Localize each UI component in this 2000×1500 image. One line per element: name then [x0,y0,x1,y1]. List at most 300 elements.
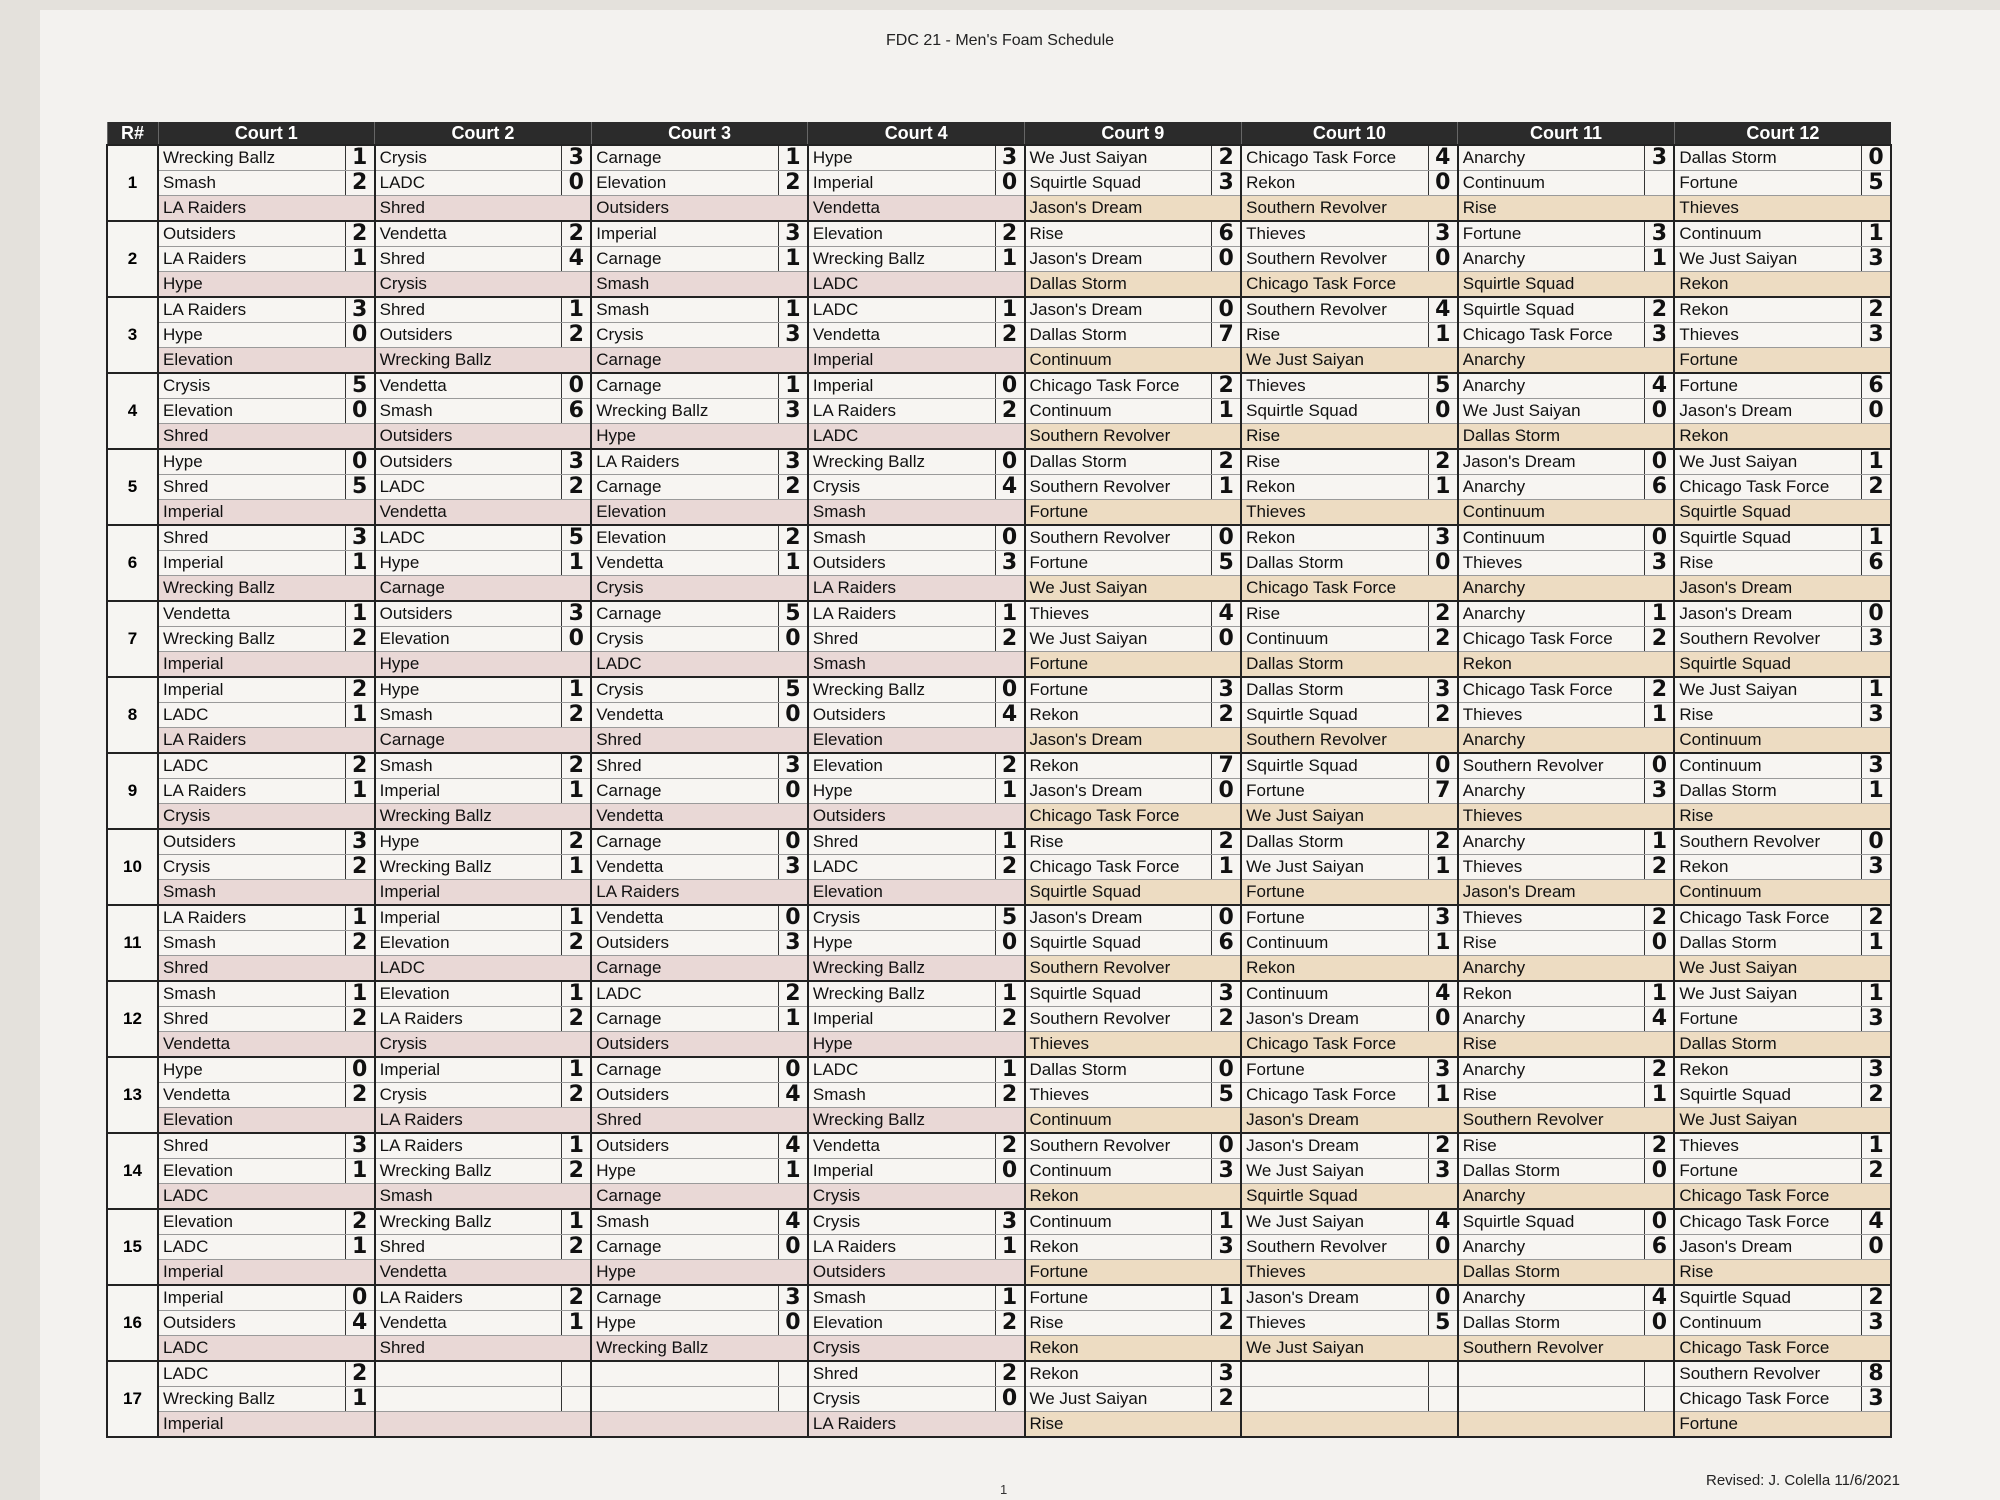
team-b-name: Thieves [1029,1085,1090,1104]
team-b-name: Outsiders [812,705,886,724]
referee-line [1675,348,1890,372]
team-a-name: Outsiders [163,832,236,851]
team-a-line [1675,1362,1890,1387]
team-a-line [159,222,374,247]
team-a-score: 5 [778,602,807,626]
round-number: 1 [107,145,158,221]
team-b-score: 3 [1211,1235,1240,1259]
team-a-line [1242,146,1457,171]
team-b-name: Imperial [812,173,874,192]
match-cell [1458,449,1675,525]
team-a-line [809,374,1024,399]
team-b-name: Southern Revolver [1246,1237,1387,1256]
referee-team: Thieves [1462,806,1523,825]
match [809,1362,1024,1436]
round-row [107,601,1891,677]
team-b-score: 0 [778,1311,807,1335]
team-a-score: 3 [1211,1362,1240,1386]
team-a-name: Squirtle Squad [1679,528,1791,547]
match [809,222,1024,296]
team-b-score: 2 [345,627,374,651]
match [1026,146,1241,220]
match [1026,374,1241,448]
team-b-score: 2 [995,1007,1024,1031]
referee-team: LA Raiders [163,198,247,217]
team-b-score: 0 [995,931,1024,955]
referee-team: Anarchy [1462,730,1526,749]
team-a-name: Jason's Dream [1029,300,1143,319]
referee-line [1026,348,1241,372]
match-cell [1458,1361,1675,1437]
match [1026,1362,1241,1436]
match-cell [591,1285,808,1361]
referee-team: Jason's Dream [1029,198,1143,217]
round-row [107,373,1891,449]
referee-line [159,1336,374,1360]
team-a-score: 4 [1644,1286,1673,1310]
team-a-score: 3 [561,602,590,626]
match-cell [1241,145,1458,221]
team-b-line [592,399,807,424]
team-b-score: 2 [561,703,590,727]
team-a-score: 1 [561,1134,590,1158]
team-b-score: 1 [778,1007,807,1031]
match-cell [591,1133,808,1209]
team-b-name: Squirtle Squad [1246,401,1358,420]
team-b-line [1675,399,1890,424]
round-row [107,905,1891,981]
team-a-name: Crysis [812,908,861,927]
referee-team: We Just Saiyan [1029,578,1148,597]
match [592,678,807,752]
referee-line [1242,880,1457,904]
round-number: 7 [107,601,158,677]
team-b-line [1675,1007,1890,1032]
referee-team: Shred [379,198,425,217]
team-a-name: Shred [163,1136,209,1155]
referee-line [1026,424,1241,448]
team-a-name: Smash [596,300,650,319]
team-b-score: 1 [1428,931,1457,955]
team-b-score: 1 [778,247,807,271]
referee-line [159,500,374,524]
match-cell [1674,221,1891,297]
team-b-score: 2 [345,1083,374,1107]
match-cell [1674,1133,1891,1209]
match [159,982,374,1056]
team-a-score: 0 [1428,754,1457,778]
team-a-name: Southern Revolver [1029,1136,1171,1155]
referee-team: Elevation [163,350,233,369]
team-a-name: Smash [596,1212,650,1231]
team-b-line [809,399,1024,424]
team-a-score: 2 [345,754,374,778]
team-a-name: Vendetta [812,1136,880,1155]
team-b-line [159,399,374,424]
match [376,1134,591,1208]
referee-line [1026,880,1241,904]
referee-team: Wrecking Ballz [379,806,492,825]
referee-line [592,196,807,220]
match-cell [1674,1361,1891,1437]
team-a-name: Imperial [379,908,441,927]
team-b-line [1026,551,1241,576]
team-b-score [1644,1387,1673,1411]
team-b-line [1242,779,1457,804]
team-b-line [592,1387,807,1412]
referee-team: Imperial [812,350,874,369]
team-b-score: 1 [561,551,590,575]
team-b-score: 2 [345,931,374,955]
referee-line [809,804,1024,828]
team-a-score: 2 [561,1286,590,1310]
team-b-name: Wrecking Ballz [596,401,709,420]
match [159,222,374,296]
team-a-line [159,298,374,323]
referee-line [376,1184,591,1208]
referee-team: Imperial [163,654,224,673]
team-a-score: 2 [1211,450,1240,474]
team-b-line [592,1311,807,1336]
match-cell [1025,221,1242,297]
match [159,450,374,524]
team-b-name: Outsiders [596,1085,669,1104]
referee-line [1675,576,1890,600]
team-a-score: 3 [995,146,1024,170]
match [159,602,374,676]
team-b-line [376,931,591,956]
match [592,906,807,980]
team-b-score: 0 [995,1387,1024,1411]
team-a-name: Fortune [1246,1060,1305,1079]
team-a-line [592,678,807,703]
referee-line [376,728,591,752]
match [1459,602,1674,676]
team-a-line [159,830,374,855]
team-a-line [1026,298,1241,323]
team-a-line [1459,450,1674,475]
team-a-score: 4 [1211,602,1240,626]
team-a-score: 1 [1861,450,1890,474]
team-b-score: 2 [1211,1311,1240,1335]
referee-team: We Just Saiyan [1246,1338,1364,1357]
team-a-line [1242,906,1457,931]
match [809,1210,1024,1284]
referee-line [1675,728,1890,752]
referee-line [376,272,591,296]
referee-line [809,652,1024,676]
team-a-score: 5 [995,906,1024,930]
team-a-score: 2 [1644,298,1673,322]
team-b-score: 2 [778,171,807,195]
match-cell [1674,829,1891,905]
team-a-name: Outsiders [379,604,453,623]
team-b-score: 1 [345,247,374,271]
match-cell [375,1285,592,1361]
referee-line [159,1260,374,1284]
round-row [107,449,1891,525]
team-b-line [1675,1159,1890,1184]
referee-line [1675,1336,1890,1360]
match-cell [1458,297,1675,373]
team-a-score: 4 [1428,146,1457,170]
team-a-line [592,1058,807,1083]
team-a-name: Smash [379,756,433,775]
match [1026,1210,1241,1284]
team-a-line [1242,754,1457,779]
match-cell [1241,373,1458,449]
round-row [107,297,1891,373]
match [1675,1362,1890,1436]
team-b-score: 2 [1428,703,1457,727]
team-b-score: 2 [995,855,1024,879]
team-a-name: Imperial [379,1060,441,1079]
referee-line [1459,1184,1674,1208]
team-a-line [1459,526,1674,551]
match-cell [158,601,375,677]
match-cell [1241,1133,1458,1209]
referee-team: Vendetta [163,1034,231,1053]
referee-line [592,1108,807,1132]
referee-team: Squirtle Squad [1679,654,1791,673]
referee-line [376,956,591,980]
referee-line [809,272,1024,296]
team-a-name: Fortune [1679,376,1738,395]
team-a-line [159,982,374,1007]
team-b-score: 0 [1428,1007,1457,1031]
team-a-line [1675,298,1890,323]
team-b-line [1026,247,1241,272]
team-b-score: 1 [1211,855,1240,879]
team-b-score: 7 [1428,779,1457,803]
referee-team: Dallas Storm [1462,426,1561,445]
team-b-line [159,627,374,652]
team-b-line [592,703,807,728]
team-a-line [1026,1362,1241,1387]
team-b-line [376,475,591,500]
referee-line [376,880,591,904]
team-b-line [1459,855,1674,880]
match [1459,146,1674,220]
match-cell [158,1361,375,1437]
team-b-line [809,171,1024,196]
team-b-name: Jason's Dream [1029,781,1143,800]
referee-line [1459,652,1674,676]
team-a-line [1242,1362,1457,1387]
team-a-score: 2 [995,222,1024,246]
team-a-line [1459,906,1674,931]
team-b-score: 1 [561,855,590,879]
team-a-line [592,526,807,551]
referee-line [592,728,807,752]
referee-line [376,576,591,600]
round-row [107,753,1891,829]
team-a-name: Thieves [1462,908,1523,927]
match [809,450,1024,524]
team-a-score: 2 [561,222,590,246]
team-b-score: 0 [1428,171,1457,195]
team-b-score: 3 [1861,1311,1890,1335]
match-cell [591,373,808,449]
team-a-line [1026,754,1241,779]
team-a-score [1644,1362,1673,1386]
team-a-line [1459,1058,1674,1083]
match [809,1286,1024,1360]
team-b-name: Imperial [812,1161,874,1180]
team-a-score: 4 [1428,298,1457,322]
referee-line [592,1336,807,1360]
team-a-score: 0 [778,830,807,854]
team-b-name: Anarchy [1462,781,1526,800]
team-a-line [1026,1058,1241,1083]
team-b-score: 3 [778,931,807,955]
team-b-name: Outsiders [812,553,886,572]
referee-team: Hype [596,1262,636,1281]
team-a-score: 3 [345,830,374,854]
team-a-name: Dallas Storm [1246,832,1344,851]
referee-team: Rise [1462,198,1497,217]
team-b-name: Shred [163,1009,209,1028]
team-b-score: 0 [995,171,1024,195]
referee-team: Thieves [1679,198,1739,217]
match-cell [375,829,592,905]
match [159,1362,374,1436]
team-b-name: Rise [1679,705,1714,724]
team-b-score: 2 [1428,627,1457,651]
team-a-name: Dallas Storm [1679,148,1777,167]
round-number: 10 [107,829,158,905]
referee-team: Outsiders [379,426,453,445]
match-cell [375,1361,592,1437]
referee-team: Carnage [379,730,445,749]
match [1459,222,1674,296]
match-cell [158,905,375,981]
team-b-line [159,703,374,728]
team-a-score: 1 [1644,982,1673,1006]
team-b-name: LA Raiders [163,249,247,268]
team-b-line [159,475,374,500]
team-b-name: Chicago Task Force [1462,325,1613,344]
team-a-score: 2 [778,526,807,550]
team-a-name: Shred [596,756,642,775]
round-row [107,1285,1891,1361]
referee-line [592,880,807,904]
team-a-name: Shred [163,528,209,547]
round-row [107,677,1891,753]
team-a-name: Carnage [596,1288,662,1307]
team-a-name: Shred [812,1364,859,1383]
team-a-line [376,298,591,323]
team-b-score: 3 [1644,551,1673,575]
match [1459,1286,1674,1360]
referee-line [1459,1032,1674,1056]
team-b-score: 6 [1861,551,1890,575]
team-b-line [1026,703,1241,728]
referee-line [159,1184,374,1208]
team-a-name: Carnage [596,832,662,851]
team-a-line [809,754,1024,779]
team-b-name: LA Raiders [812,401,897,420]
team-b-name: Thieves [1246,1313,1306,1332]
referee-line [159,348,374,372]
team-b-score: 2 [778,475,807,499]
team-a-name: Jason's Dream [1462,452,1576,471]
team-b-score: 1 [1861,931,1890,955]
match-cell [591,449,808,525]
team-a-score: 1 [345,906,374,930]
team-b-name: Rekon [1029,1237,1079,1256]
team-b-name: Carnage [596,781,662,800]
team-b-line [159,1387,374,1412]
team-a-name: Anarchy [1462,148,1526,167]
team-a-score: 2 [1861,1286,1890,1310]
match-cell [808,1361,1025,1437]
match-cell [591,1361,808,1437]
team-b-name: Carnage [596,1009,662,1028]
referee-team: Continuum [1029,350,1112,369]
referee-team: Chicago Task Force [1246,578,1397,597]
team-b-name: Hype [596,1313,636,1332]
schedule-table [106,122,1892,1438]
referee-line [1026,1260,1241,1284]
team-b-line [592,1159,807,1184]
team-a-line [1459,374,1674,399]
referee-team: Chicago Task Force [1679,1186,1830,1205]
match-cell [1025,1209,1242,1285]
referee-line [1242,1336,1457,1360]
team-a-name: Crysis [379,148,427,167]
referee-line [1026,652,1241,676]
team-b-name: LADC [379,173,425,192]
team-b-name: We Just Saiyan [1029,1389,1148,1408]
team-a-name: Dallas Storm [1029,452,1127,471]
team-b-name: Southern Revolver [1029,477,1171,496]
team-a-score: 1 [995,830,1024,854]
team-b-line [159,855,374,880]
revision-note: Revised: J. Colella 11/6/2021 [1705,1472,1900,1489]
referee-team: Hype [596,426,636,445]
court-header: Court 10 [1241,122,1458,145]
match-cell [1458,373,1675,449]
team-b-line [376,247,591,272]
referee-team: Jason's Dream [1246,1110,1359,1129]
team-b-name: Shred [379,1237,425,1256]
match [376,146,591,220]
team-a-line [1242,1210,1457,1235]
team-b-score: 3 [1861,1387,1890,1411]
team-b-score: 1 [561,779,590,803]
team-b-line [1459,247,1674,272]
referee-line [376,1108,591,1132]
team-a-line [1026,1210,1241,1235]
match [159,1286,374,1360]
team-a-score: 4 [1644,374,1673,398]
referee-line [376,1412,591,1436]
team-a-name: Rekon [1462,984,1512,1003]
referee-team: Rise [1246,426,1281,445]
team-b-score: 3 [1644,323,1673,347]
match [376,526,591,600]
team-b-line [159,779,374,804]
referee-line [376,424,591,448]
team-b-name: Vendetta [596,857,664,876]
team-a-line [1459,1134,1674,1159]
team-a-line [159,678,374,703]
match [376,222,591,296]
court-header: Court 12 [1674,122,1891,145]
match [376,374,591,448]
team-b-line [1242,551,1457,576]
